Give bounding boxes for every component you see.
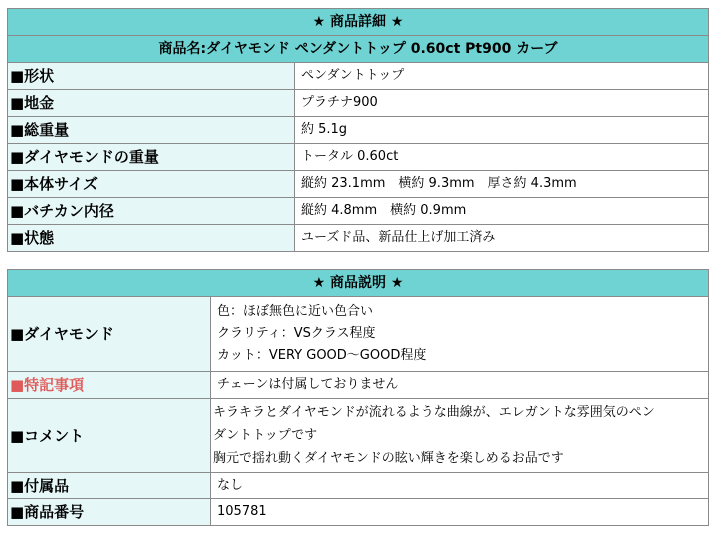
row-label: ■形状 (8, 63, 295, 90)
description-header: ★ 商品説明 ★ (8, 270, 709, 297)
row-value: トータル 0.60ct (295, 144, 709, 171)
comment-text (211, 399, 709, 473)
product-description-table (7, 269, 709, 526)
accessories-label: ■付属品 (8, 473, 211, 499)
row-value: 縦約 23.1mm 横約 9.3mm 厚さ約 4.3mm (295, 171, 709, 198)
row-value: 約 5.1g (295, 117, 709, 144)
comment-line: キラキラとダイヤモンドが流れるような曲線が、エレガントな雰囲気のペン (213, 405, 655, 420)
row-value: ペンダントトップ (295, 63, 709, 90)
table-row (8, 473, 709, 499)
product-number-value: 105781 (211, 499, 709, 526)
row-value: プラチナ900 (295, 90, 709, 117)
comment-line: 胸元で揺れ動くダイヤモンドの眩い輝きを楽しめるお品です (213, 451, 564, 466)
table-row (8, 144, 709, 171)
table-row (8, 372, 709, 399)
accessories-value: なし (211, 473, 709, 499)
row-label: ■本体サイズ (8, 171, 295, 198)
product-details-table (7, 8, 709, 252)
product-name: 商品名:ダイヤモンド ペンダントトップ 0.60ct Pt900 カーブ (8, 36, 709, 63)
diamond-label: ■ダイヤモンド (8, 297, 211, 372)
row-value: ユーズド品、新品仕上げ加工済み (295, 225, 709, 252)
table-row (8, 225, 709, 252)
table-row (8, 171, 709, 198)
diamond-cut: カット：VERY GOOD〜GOOD程度 (217, 348, 427, 363)
special-notes-label: ■特記事項 (8, 372, 211, 399)
diamond-details (211, 297, 709, 372)
comment-label: ■コメント (8, 399, 211, 473)
row-label: ■状態 (8, 225, 295, 252)
table-row (8, 90, 709, 117)
table-row (8, 117, 709, 144)
product-number-label: ■商品番号 (8, 499, 211, 526)
comment-line: ダントトップです (213, 428, 318, 443)
diamond-color: 色：ほぼ無色に近い色合い (217, 304, 374, 319)
row-label: ■地金 (8, 90, 295, 117)
row-value: 縦約 4.8mm 横約 0.9mm (295, 198, 709, 225)
diamond-clarity: クラリティ：VSクラス程度 (217, 326, 376, 341)
row-label: ■総重量 (8, 117, 295, 144)
table-row (8, 198, 709, 225)
row-label: ■バチカン内径 (8, 198, 295, 225)
special-notes-value: チェーンは付属しておりません (211, 372, 709, 399)
row-label: ■ダイヤモンドの重量 (8, 144, 295, 171)
table-row (8, 399, 709, 473)
details-header: ★ 商品詳細 ★ (8, 9, 709, 36)
table-row (8, 63, 709, 90)
table-row (8, 499, 709, 526)
table-row (8, 297, 709, 372)
